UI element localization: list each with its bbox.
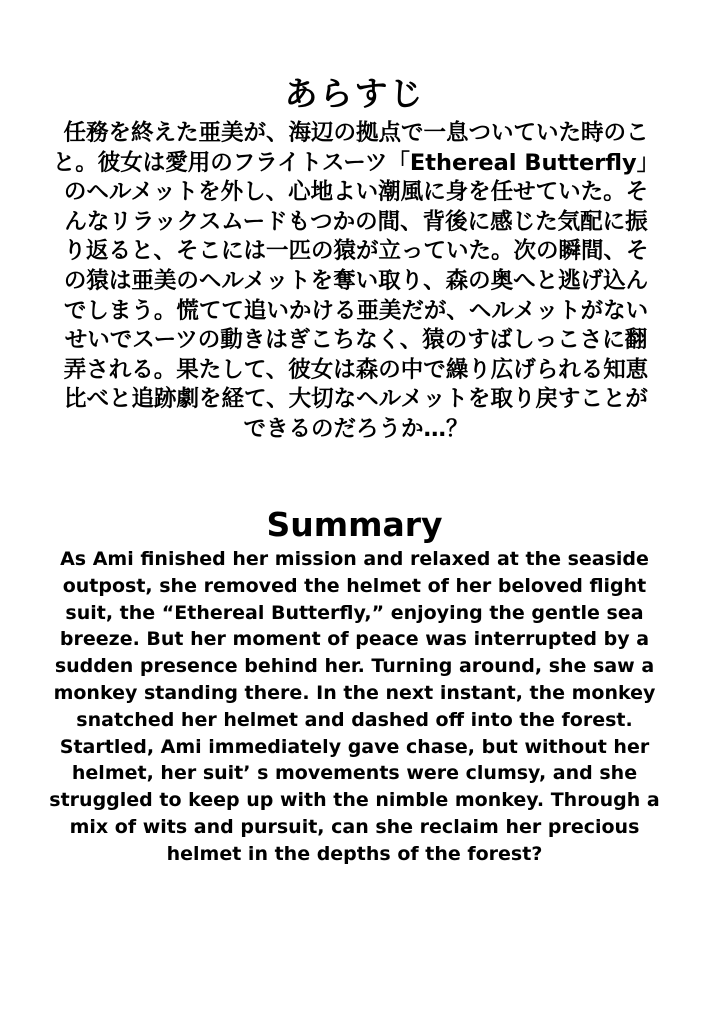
summary-title: Summary — [266, 505, 443, 544]
summary-line: helmet, her suit’ s movements were clumsy, and she — [71, 762, 638, 785]
summary-line: struggled to keep up with the nimble monkey. Through a — [49, 789, 660, 812]
synopsis-line: 弄される。果たして、彼女は森の中で繰り広げられる知恵 — [63, 356, 649, 383]
synopsis-line: のヘルメットを外し、心地よい潮風に身を任せていた。そ — [63, 179, 649, 206]
summary-line: breeze. But her moment of peace was interrupted by a — [59, 628, 650, 651]
synopsis-line: 比べと追跡劇を経て、大切なヘルメットを取り戻すことが — [64, 386, 648, 413]
summary-line: Startled, Ami immediately gave chase, but without her — [59, 735, 650, 758]
synopsis-line: の猿は亜美のヘルメットを奪い取り、森の奥へと逃げ込ん — [63, 267, 649, 294]
summary-line: outpost, she removed the helmet of her beloved flight — [62, 574, 647, 597]
synopsis-line: せいでスーツの動きはぎこちなく、猿のすばしっこさに翻 — [64, 327, 648, 354]
summary-line: snatched her helmet and dashed off into the forest. — [76, 708, 633, 731]
synopsis-line: 任務を終えた亜美が、海辺の拠点で一息ついていた時のこ — [63, 120, 649, 146]
synopsis-title: あらすじ — [284, 74, 425, 113]
synopsis-line: んなリラックスムードもつかの間、背後に感じた気配に振 — [64, 208, 648, 235]
synopsis-body — [44, 119, 668, 445]
synopsis-line: と。彼女は愛用のフライトスーツ「Ethereal Butterfly」 — [52, 149, 660, 176]
summary-line: mix of wits and pursuit, can she reclaim her precious — [69, 815, 640, 838]
summary-line: helmet in the depths of the forest? — [166, 842, 543, 865]
synopsis-line: り返ると、そこには一匹の猿が立っていた。次の瞬間、そ — [63, 238, 649, 265]
summary-line: monkey standing there. In the next instant, the monkey — [53, 681, 656, 704]
summary-line: suit, the “Ethereal Butterfly,” enjoying the gentle sea — [65, 601, 644, 624]
synopsis-line: でしまう。慌てて追いかける亜美だが、ヘルメットがない — [63, 297, 649, 324]
summary-line: sudden presence behind her. Turning around, she saw a — [54, 655, 655, 678]
summary-body — [40, 546, 669, 868]
summary-line: As Ami finished her mission and relaxed at the seaside — [60, 548, 649, 570]
synopsis-line: できるのだろうか…？ — [243, 415, 469, 442]
